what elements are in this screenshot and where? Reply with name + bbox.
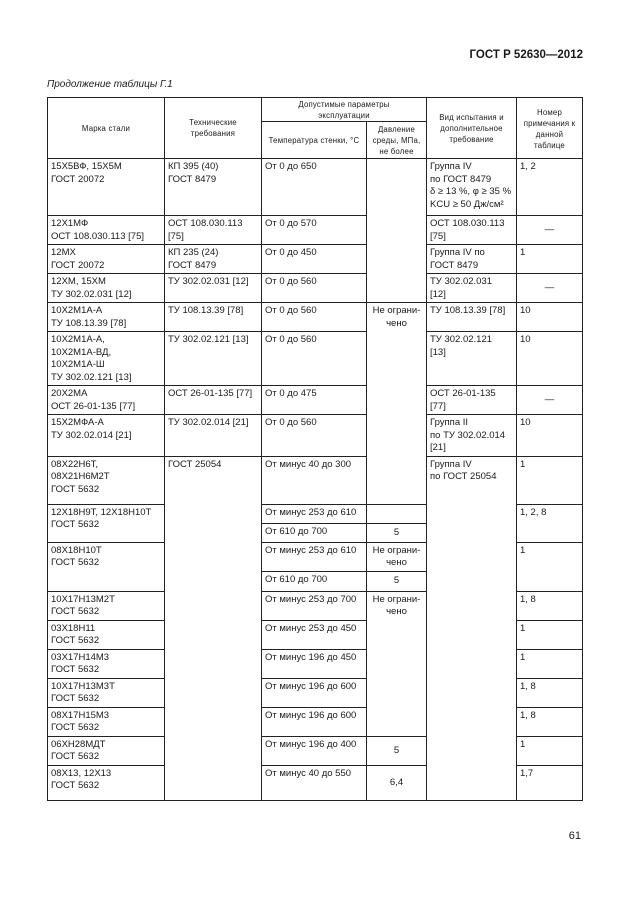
note-cell (517, 649, 583, 678)
temp-cell-line: От 0 до 650 (265, 161, 317, 172)
temp-cell (262, 415, 367, 457)
steel-cell (48, 456, 165, 504)
note-cell (517, 386, 583, 415)
table-row (48, 274, 583, 303)
steel-cell-line: 10Х2М1А-А (51, 305, 103, 316)
steel-cell-line: 10Х2М1А-А, (51, 334, 105, 345)
tech-cell (165, 216, 262, 245)
temp-cell (262, 456, 367, 504)
tech-cell-line: [75] (168, 230, 184, 242)
header-note: Номер примечания к данной таблице (517, 98, 583, 159)
steel-cell (48, 620, 165, 649)
steel-cell-line: 10Х17Н13М2Т (51, 593, 115, 605)
steel-cell (48, 274, 165, 303)
note-cell-line: — (544, 224, 555, 236)
temp-cell-line: От минус 196 до 400 (265, 738, 357, 750)
test-cell-line: δ ≥ 13 %, φ ≥ 35 % (430, 186, 512, 197)
pressure-cell (367, 159, 427, 303)
note-cell-line: 1, 8 (520, 593, 536, 605)
temp-cell (262, 571, 367, 591)
tech-cell (165, 332, 262, 386)
tech-cell-line: ТУ 302.02.014 [21] (168, 417, 249, 428)
temp-cell-line: От минус 253 до 610 (265, 506, 357, 518)
note-cell-line: 1, 2, 8 (520, 506, 547, 518)
steel-cell (48, 386, 165, 415)
note-cell (517, 216, 583, 245)
tech-cell-line: КП 235 (24) (168, 247, 219, 258)
temp-cell-line: От минус 253 до 610 (265, 544, 357, 556)
test-cell-line: Группа II (430, 417, 469, 428)
steel-cell-line: 12ХМ, 15ХМ (51, 276, 106, 287)
steel-cell (48, 542, 165, 591)
test-cell (427, 245, 517, 274)
tech-cell-line: ОСТ 26-01-135 [77] (168, 388, 253, 399)
steel-cell (48, 649, 165, 678)
steel-cell (48, 678, 165, 707)
header-params: Допустимые параметры эксплуатации (262, 98, 427, 122)
steel-cell-line: 08Х13, 12Х13 (51, 767, 112, 779)
pressure-cell-line: Не ограни- (372, 305, 421, 316)
tech-cell-line: ГОСТ 8479 (168, 259, 217, 271)
test-cell-line: ОСТ 26-01-135 (430, 388, 496, 399)
temp-cell-line: От 0 до 560 (265, 334, 317, 345)
note-cell (517, 456, 583, 504)
pressure-cell (367, 542, 427, 571)
steel-cell-line: 08Х17Н15М3 (51, 709, 110, 721)
steel-cell-line: ТУ 302.02.014 [21] (51, 429, 132, 441)
test-cell-line: Группа IV по (430, 247, 485, 258)
test-cell (427, 386, 517, 415)
test-cell-line: по ГОСТ 25054 (430, 471, 497, 482)
note-cell (517, 620, 583, 649)
steel-cell-line: 15Х2МФА-А (51, 417, 104, 428)
steel-cell-line: ГОСТ 5632 (51, 722, 100, 733)
temp-cell-line: От 0 до 475 (265, 388, 317, 399)
pressure-cell (367, 504, 427, 523)
note-cell-line: 1, 8 (520, 709, 536, 721)
pressure-cell-line: 5 (393, 526, 400, 538)
note-cell-line: 10 (520, 417, 531, 428)
tech-cell-line: ОСТ 108.030.113 (168, 218, 243, 229)
table-row (48, 332, 583, 386)
test-cell-line: KCU ≥ 50 Дж/см² (430, 198, 504, 210)
temp-cell (262, 678, 367, 707)
steel-cell-line: ГОСТ 5632 (51, 606, 100, 617)
table-row (48, 456, 583, 504)
table-row (48, 159, 583, 216)
test-cell-line: [77] (430, 400, 446, 412)
temp-cell-line: От минус 196 до 600 (265, 680, 357, 692)
pressure-cell-line: 5 (393, 575, 400, 587)
temp-cell-line: От 610 до 700 (265, 525, 328, 537)
temp-cell (262, 765, 367, 800)
tech-cell (165, 274, 262, 303)
note-cell (517, 736, 583, 765)
pressure-cell-line: 5 (393, 744, 400, 756)
steel-cell-line: 06ХН28МДТ (51, 738, 106, 750)
temp-cell (262, 649, 367, 678)
temp-cell (262, 707, 367, 736)
test-cell (427, 216, 517, 245)
tech-cell (165, 245, 262, 274)
temp-cell-line: От 610 до 700 (265, 573, 328, 585)
steel-cell-line: 08Х18Н10Т (51, 544, 102, 556)
note-cell (517, 274, 583, 303)
steel-cell-line: 12Х1МФ (51, 218, 89, 229)
pressure-cell-line: 6,4 (389, 776, 404, 788)
note-cell (517, 303, 583, 332)
steel-cell-line: ГОСТ 5632 (51, 635, 100, 646)
steel-cell (48, 216, 165, 245)
test-cell-line: по ГОСТ 8479 (430, 173, 492, 185)
test-cell-line: [12] (430, 288, 446, 300)
test-cell-line: ТУ 302.02.121 (430, 334, 493, 345)
note-cell (517, 678, 583, 707)
temp-cell-line: От минус 253 до 450 (265, 622, 357, 634)
steel-cell (48, 504, 165, 542)
steel-cell-line: ОСТ 108.030.113 [75] (51, 230, 144, 242)
pressure-cell (367, 523, 427, 542)
table-row (48, 386, 583, 415)
note-cell-line: 1, 2 (520, 161, 536, 172)
temp-cell (262, 245, 367, 274)
pressure-cell (367, 591, 427, 736)
note-cell (517, 765, 583, 800)
note-cell-line: — (544, 282, 555, 294)
table-row (48, 216, 583, 245)
temp-cell-line: От минус 196 до 600 (265, 709, 357, 721)
steel-cell-line: ТУ 108.13.39 [78] (51, 317, 127, 329)
steel-cell-line: ОСТ 26-01-135 [77] (51, 400, 136, 412)
tech-cell-line: ТУ 302.02.031 [12] (168, 276, 249, 287)
tech-cell (165, 303, 262, 332)
note-cell-line: — (544, 394, 555, 406)
steel-cell (48, 303, 165, 332)
steel-cell-line: ГОСТ 5632 (51, 693, 100, 704)
test-cell-line: Группа IV (430, 161, 472, 172)
test-cell-line: ОСТ 108.030.113 (430, 218, 505, 229)
steel-cell-line: 08Х21Н6М2Т (51, 471, 110, 482)
steel-table (47, 97, 583, 801)
temp-cell (262, 523, 367, 542)
temp-cell-line: От 0 до 570 (265, 218, 317, 229)
test-cell-line: по ТУ 302.02.014 (430, 429, 506, 441)
steel-cell (48, 332, 165, 386)
note-cell-line: 1,7 (520, 767, 534, 779)
note-cell-line: 10 (520, 334, 531, 345)
test-cell-line: ТУ 108.13.39 [78] (430, 305, 506, 316)
tech-cell-line: ГОСТ 8479 (168, 173, 217, 185)
table-row (48, 415, 583, 457)
pressure-cell-line: чено (386, 317, 407, 329)
pressure-cell-line: Не ограни- (372, 544, 421, 556)
table-row (48, 245, 583, 274)
temp-cell (262, 303, 367, 332)
note-cell (517, 542, 583, 591)
steel-cell (48, 591, 165, 620)
pressure-cell (367, 765, 427, 800)
temp-cell (262, 591, 367, 620)
pressure-cell-line: Не ограни- (372, 593, 421, 605)
test-cell (427, 159, 517, 216)
note-cell-line: 1 (520, 622, 526, 634)
note-cell-line: 1 (520, 651, 526, 663)
temp-cell-line: От минус 40 до 300 (265, 458, 352, 470)
temp-cell-line: От минус 253 до 700 (265, 593, 357, 605)
steel-cell (48, 707, 165, 736)
test-cell (427, 332, 517, 386)
header-test: Вид испытания и дополнительное требование (427, 98, 517, 159)
temp-cell (262, 159, 367, 216)
header-steel: Марка стали (48, 98, 165, 159)
steel-cell-line: ГОСТ 5632 (51, 780, 100, 791)
temp-cell-line: От минус 196 до 450 (265, 651, 357, 663)
steel-cell-line: 20Х2МА (51, 388, 88, 399)
test-cell-line: ГОСТ 8479 (430, 259, 479, 271)
steel-cell-line: ГОСТ 5632 (51, 751, 100, 762)
steel-cell-line: 15Х5ВФ, 15Х5М (51, 161, 122, 172)
test-cell-line: ТУ 302.02.031 (430, 276, 493, 287)
tech-cell (165, 415, 262, 457)
test-cell-line: Группа IV (430, 458, 472, 470)
note-cell (517, 415, 583, 457)
steel-cell (48, 765, 165, 800)
note-cell (517, 591, 583, 620)
table-row (48, 303, 583, 332)
temp-cell (262, 332, 367, 386)
steel-cell-line: 10Х2М1А-Ш (51, 359, 105, 370)
table-caption: Продолжение таблицы Г.1 (47, 79, 173, 90)
steel-cell-line: 08Х22Н6Т, (51, 458, 99, 470)
pressure-cell (367, 571, 427, 591)
steel-cell-line: 03Х17Н14М3 (51, 651, 110, 663)
note-cell (517, 245, 583, 274)
temp-cell (262, 504, 367, 523)
tech-cell-line: ТУ 302.02.121 [13] (168, 334, 249, 345)
temp-cell (262, 216, 367, 245)
tech-cell (165, 159, 262, 216)
test-cell-line: [75] (430, 230, 446, 242)
note-cell (517, 159, 583, 216)
note-cell-line: 10 (520, 305, 531, 316)
temp-cell (262, 736, 367, 765)
note-cell-line: 1 (520, 738, 526, 750)
note-cell-line: 1 (520, 458, 526, 470)
test-cell-line: [21] (430, 442, 446, 453)
test-cell (427, 303, 517, 332)
steel-cell-line: ГОСТ 20072 (51, 259, 105, 271)
test-cell (427, 274, 517, 303)
pressure-cell-line: чено (386, 606, 407, 617)
temp-cell-line: От минус 40 до 550 (265, 767, 352, 779)
steel-cell-line: 10Х17Н13М3Т (51, 680, 115, 692)
steel-cell (48, 415, 165, 457)
tech-cell-line: КП 395 (40) (168, 161, 219, 172)
temp-cell (262, 274, 367, 303)
temp-cell-line: От 0 до 560 (265, 305, 317, 316)
tech-cell (165, 456, 262, 800)
note-cell (517, 332, 583, 386)
steel-cell-line: ГОСТ 20072 (51, 173, 105, 185)
steel-cell (48, 736, 165, 765)
steel-cell-line: 03Х18Н11 (51, 622, 96, 634)
tech-cell (165, 386, 262, 415)
steel-cell-line: ТУ 302.02.121 [13] (51, 371, 132, 383)
test-cell (427, 415, 517, 457)
tech-cell-line: ТУ 108.13.39 [78] (168, 305, 244, 316)
pressure-cell (367, 303, 427, 505)
note-cell (517, 504, 583, 542)
steel-cell (48, 245, 165, 274)
header-tech: Технические требования (165, 98, 262, 159)
note-cell-line: 1 (520, 544, 526, 556)
test-cell (427, 456, 517, 800)
steel-cell (48, 159, 165, 216)
note-cell-line: 1, 8 (520, 680, 536, 692)
temp-cell-line: От 0 до 560 (265, 276, 317, 287)
pressure-cell-line: чено (386, 557, 407, 568)
tech-cell-line: ГОСТ 25054 (168, 458, 222, 470)
page-number: 61 (568, 830, 581, 842)
standard-header: ГОСТ Р 52630—2012 (469, 49, 583, 61)
header-temp: Температура стенки, °С (262, 122, 367, 159)
steel-cell-line: ГОСТ 5632 (51, 557, 100, 568)
note-cell-line: 1 (520, 247, 526, 258)
temp-cell (262, 542, 367, 571)
steel-cell-line: ТУ 302.02.031 [12] (51, 288, 132, 300)
steel-cell-line: 12МХ (51, 247, 76, 258)
temp-cell (262, 620, 367, 649)
header-press: Давление среды, МПа, не более (367, 122, 427, 159)
temp-cell (262, 386, 367, 415)
steel-cell-line: 10Х2М1А-ВД, (51, 346, 112, 358)
test-cell-line: [13] (430, 346, 446, 358)
temp-cell-line: От 0 до 560 (265, 417, 317, 428)
pressure-cell (367, 736, 427, 765)
steel-cell-line: ГОСТ 5632 (51, 519, 100, 530)
steel-cell-line: ГОСТ 5632 (51, 483, 100, 495)
note-cell (517, 707, 583, 736)
steel-cell-line: 12Х18Н9Т, 12Х18Н10Т (51, 506, 152, 518)
steel-cell-line: ГОСТ 5632 (51, 664, 100, 675)
temp-cell-line: От 0 до 450 (265, 247, 317, 258)
